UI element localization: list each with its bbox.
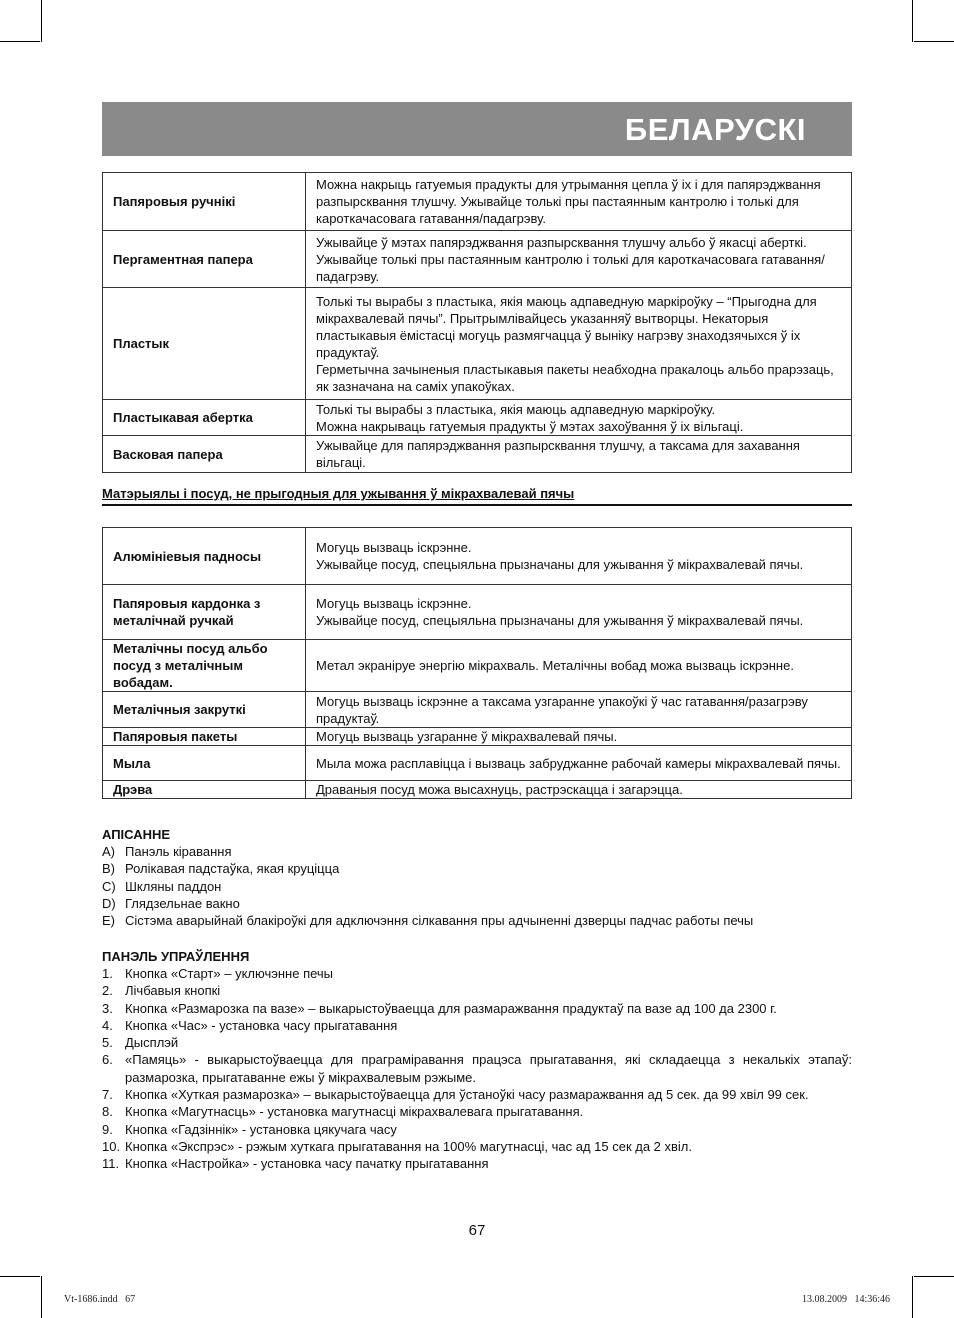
table-row: [103, 728, 852, 746]
description-heading: АПІСАННЕ: [102, 827, 171, 842]
list-marker: E): [102, 913, 115, 929]
page-title: БЕЛАРУСКІ: [624, 112, 806, 147]
list-text: Кнопка «Час» - установка часу прыгатавання: [125, 1017, 398, 1033]
material-name: Мыла: [103, 746, 306, 781]
list-item: [102, 843, 852, 860]
list-item: [102, 1000, 852, 1017]
list-text: Дысплэй: [125, 1035, 179, 1051]
material-note: Толькі ты вырабы з пластыка, якія маюць адпаведную маркіроўку – “Прыгодна для мікрахвалевай пячы”. Прытрымлівайцесь указанняў вытворцы. Некаторыя пластыкавыя ёмістасці могуць размягчацца ў выніку нагрэву знаходзячыхся ў іх прадуктаў. Герметычна зачыненыя пластыкавыя пакеты неабходна пракалоць альбо прарэзаць, як зазначана на саміх упакоўках.: [306, 288, 852, 400]
list-text: Кнопка «Экспрэс» - рэжым хуткага прыгатавання на 100% магутнасці, час ад 15 сек да 2 хвіл.: [125, 1138, 693, 1154]
crop-mark: [0, 1276, 40, 1277]
list-marker: 4.: [102, 1017, 113, 1033]
material-name: Васковая папера: [103, 436, 306, 473]
material-note: Драваныя посуд можа высахнуць, растрэскацца і загарэцца.: [306, 781, 852, 799]
list-marker: 1.: [102, 966, 113, 981]
list-item: [102, 878, 852, 895]
material-note: Ужывайце ў мэтах папярэджвання разпырсквання тлушчу альбо ў якасці аберткі. Ужывайце толькі пры пастаянным кантролю і толькі для кароткачасовага гатавання/падагрэву.: [306, 231, 852, 288]
control-panel-section: [102, 948, 852, 1173]
material-note: Могуць вызваць іскрэнне. Ужывайце посуд, спецыяльна прызначаны для ужывання ў мікрахвалевай пячы.: [306, 528, 852, 585]
crop-mark: [0, 41, 40, 42]
material-name: Папяровыя ручнікі: [103, 173, 306, 231]
material-name: Пластыкавая абертка: [103, 400, 306, 436]
table-row: [103, 640, 852, 692]
list-marker: 2.: [102, 983, 113, 999]
list-marker: A): [102, 844, 115, 859]
table-row: [103, 781, 852, 799]
crop-mark: [912, 0, 913, 42]
list-item: [102, 1155, 852, 1172]
material-note: Можна накрыць гатуемыя прадукты для утрымання цепла ў іх і для папярэджвання разпырсквання тлушчу. Ужывайце толькі пры пастаянным кантролю і толькі для кароткачасовага гатавання/падагрэву.: [306, 173, 852, 231]
list-marker: 6.: [102, 1052, 113, 1068]
list-text: Кнопка «Хуткая размарозка» – выкарыстоўваецца для ўстаноўкі часу размаражвання ад 5 сек. да 99 хвіл 99 сек.: [125, 1087, 809, 1103]
control-panel-heading: ПАНЭЛЬ УПРАЎЛЕННЯ: [102, 949, 250, 964]
material-note: Могуць вызваць узгаранне ў мікрахвалевай пячы.: [306, 728, 852, 746]
list-item: [102, 1121, 852, 1138]
list-text: Кнопка «Магутнасць» - установка магутнасці мікрахвалевага прыгатавання.: [125, 1104, 584, 1120]
material-note: Ужывайце для папярэджвання разпырсквання тлушчу, а таксама для захавання вільгаці.: [306, 436, 852, 473]
table-row: [103, 585, 852, 640]
list-item: [102, 860, 852, 877]
list-marker: B): [102, 861, 115, 877]
list-marker: D): [102, 895, 116, 911]
list-text: Панэль кіравання: [125, 844, 232, 859]
list-item: [102, 895, 852, 912]
crop-mark: [914, 1276, 954, 1277]
table-row: [103, 173, 852, 231]
unsuitable-materials-table: [102, 527, 852, 799]
list-text: Ролікавая падстаўка, якая круціцца: [125, 861, 340, 877]
list-text: Сістэма аварыйнай блакіроўкі для адключэння сілкавання пры адчыненні дзверцы падчас работы печы: [125, 913, 754, 929]
list-marker: 3.: [102, 1000, 113, 1016]
list-item: [102, 1034, 852, 1051]
material-note: Мыла можа расплавіцца і вызваць забруджанне рабочай камеры мікрахвалевай пячы.: [306, 746, 852, 781]
language-banner: [102, 102, 852, 156]
table-row: [103, 746, 852, 781]
list-text: Кнопка «Размарозка па вазе» – выкарыстоўваецца для размаражвання прадуктаў па вазе ад 100 да 2300 г.: [125, 1000, 777, 1016]
list-marker: 10.: [102, 1138, 121, 1154]
material-name: Пергаментная папера: [103, 231, 306, 288]
list-item: [102, 1017, 852, 1034]
list-marker: 11.: [102, 1156, 120, 1172]
material-name: Папяровыя кардонка з металічнай ручкай: [103, 585, 306, 640]
list-marker: 8.: [102, 1104, 113, 1120]
list-text: Шкляны паддон: [125, 878, 222, 894]
material-note: Могуць вызваць іскрэнне. Ужывайце посуд, спецыяльна прызначаны для ужывання ў мікрахвалевай пячы.: [306, 585, 852, 640]
material-name: Папяровыя пакеты: [103, 728, 306, 746]
list-marker: C): [102, 878, 116, 894]
list-text: Кнопка «Настройка» - установка часу пачатку прыгатавання: [125, 1156, 489, 1172]
page-number: 67: [468, 1222, 486, 1239]
list-text: Глядзельнае вакно: [125, 895, 240, 911]
material-note: Могуць вызваць іскрэнне а таксама узгаранне упакоўкі ў час гатавання/разагрэву прадуктаў.: [306, 692, 852, 728]
section-heading: Матэрыялы і посуд, не прыгодныя для ужывання ў мікрахвалевай пячы: [102, 486, 852, 506]
material-note: Метал экраніруе энергію мікрахваль. Металічны вобад можа вызваць іскрэнне.: [306, 640, 852, 692]
table-row: [103, 231, 852, 288]
material-name: Алюмініевыя падносы: [103, 528, 306, 585]
footer-file-info: Vt-1686.indd 67: [64, 1294, 136, 1305]
list-item: [102, 1051, 852, 1086]
list-item: [102, 965, 852, 982]
table-row: [103, 436, 852, 473]
table-row: [103, 692, 852, 728]
material-name: Металічны посуд альбо посуд з металічным вобадам.: [103, 640, 306, 692]
list-item: [102, 982, 852, 999]
list-item: [102, 1103, 852, 1120]
list-text: «Памяць» - выкарыстоўваецца для праграміравання працэса прыгатавання, які складаецца з некалькіх этапаў: размарозка, прыгатаванне ежы ў мікрахвалевым рэжыме.: [125, 1052, 852, 1085]
footer-timestamp: 13.08.2009 14:36:46: [801, 1294, 890, 1305]
material-name: Металічныя закруткі: [103, 692, 306, 728]
list-marker: 9.: [102, 1121, 113, 1137]
list-item: [102, 912, 852, 929]
material-note: Толькі ты вырабы з пластыка, якія маюць адпаведную маркіроўку. Можна накрываць гатуемыя прадукты ў мэтах захоўвання ў іх вільгаці.: [306, 400, 852, 436]
crop-mark: [914, 41, 954, 42]
table-row: [103, 288, 852, 400]
crop-mark: [912, 1276, 913, 1318]
material-name: Дрэва: [103, 781, 306, 799]
material-name: Пластык: [103, 288, 306, 400]
description-section: [102, 826, 852, 929]
list-text: Кнопка «Старт» – уключэнне печы: [125, 966, 334, 981]
crop-mark: [41, 1276, 42, 1318]
list-marker: 7.: [102, 1087, 113, 1103]
list-text: Лічбавыя кнопкі: [125, 983, 221, 999]
table-row: [103, 528, 852, 585]
list-item: [102, 1086, 852, 1103]
suitable-materials-table: [102, 172, 852, 473]
crop-mark: [41, 0, 42, 42]
list-text: Кнопка «Гадзіннік» - установка цякучага часу: [125, 1121, 397, 1137]
list-marker: 5.: [102, 1035, 113, 1051]
table-row: [103, 400, 852, 436]
list-item: [102, 1138, 852, 1155]
